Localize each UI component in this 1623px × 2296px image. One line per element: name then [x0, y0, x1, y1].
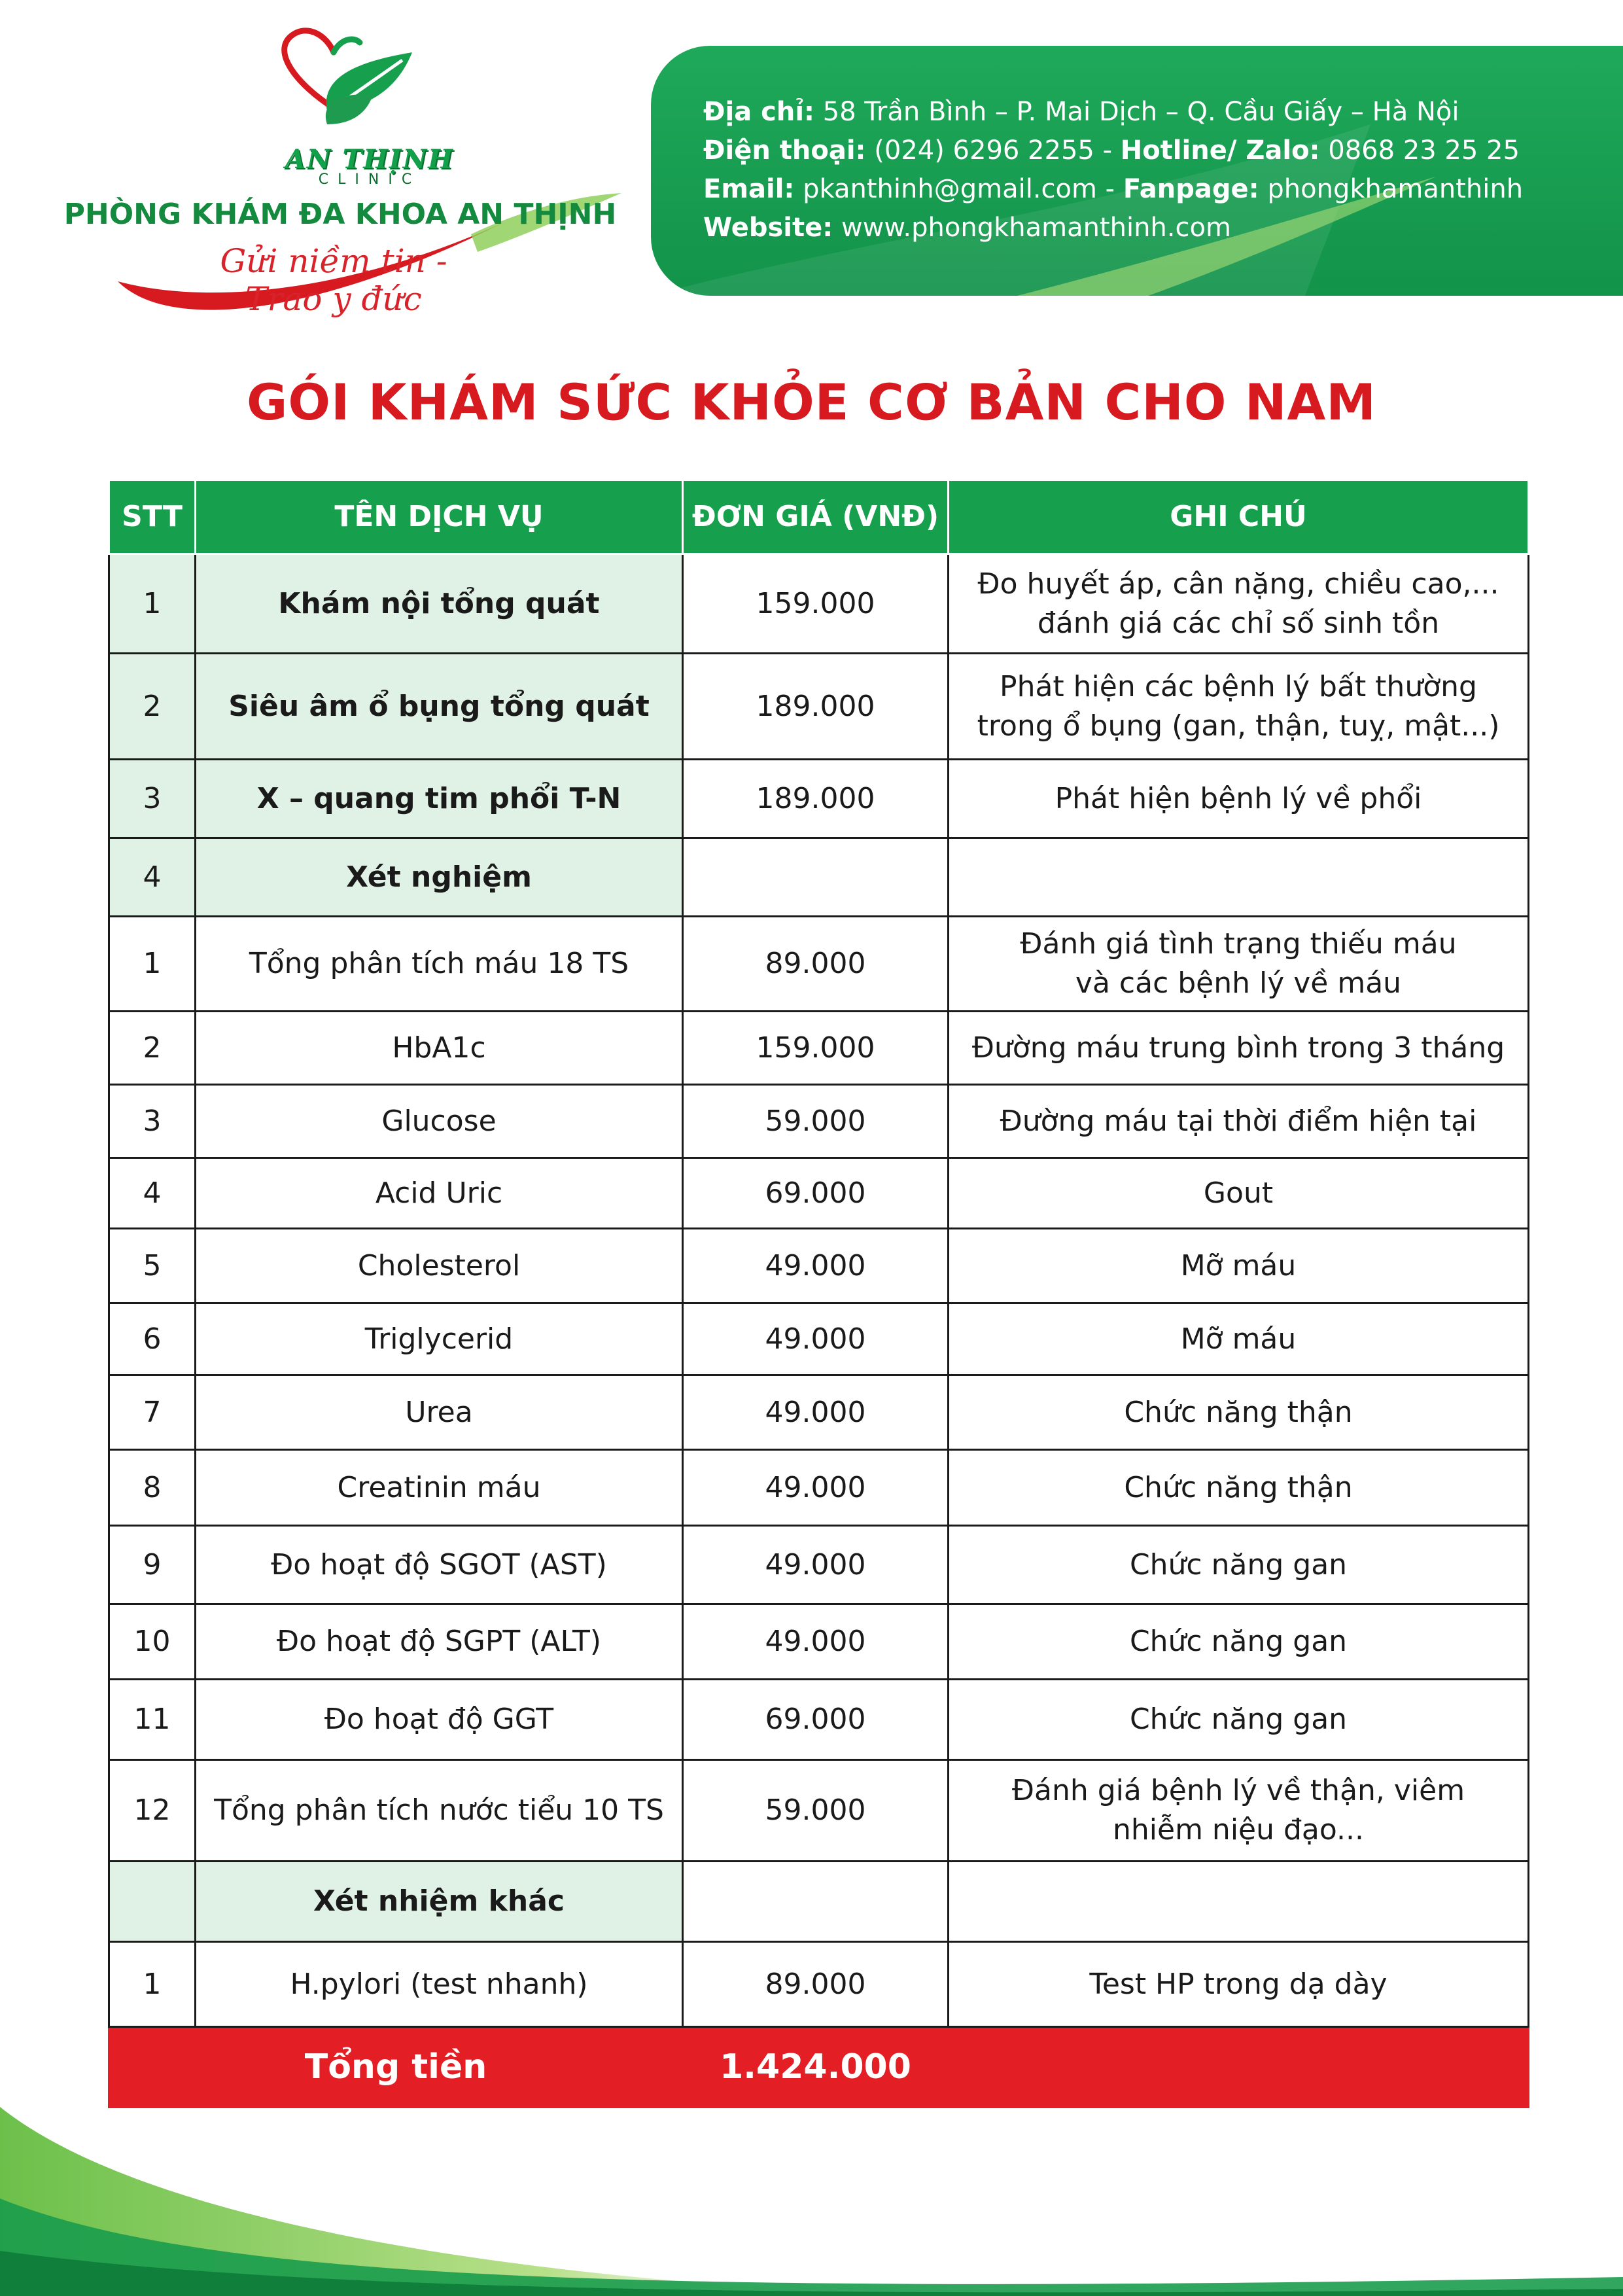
row-service-name: X – quang tim phổi T-N [196, 760, 683, 838]
row-price: 69.000 [683, 1158, 949, 1229]
address-value: 58 Trần Bình – P. Mai Dịch – Q. Cầu Giấy – Hà Nội [822, 97, 1459, 127]
hotline-label: Hotline/ Zalo: [1120, 135, 1320, 166]
hotline-value: 0868 23 25 25 [1328, 135, 1520, 166]
table-row [109, 1012, 1529, 1085]
note-line: Phát hiện các bệnh lý bất thường [1000, 669, 1477, 703]
row-stt: 11 [109, 1680, 196, 1760]
row-group-name: Xét nghiệm [196, 838, 683, 917]
clinic-slogan: Gửi niềm tin - Trao y đức [220, 242, 447, 318]
row-price: 49.000 [683, 1450, 949, 1526]
row-note: Phát hiện bệnh lý về phổi [949, 760, 1529, 838]
table-row [109, 1229, 1529, 1303]
row-note [949, 1862, 1529, 1942]
fanpage-value: phongkhamanthinh [1267, 174, 1524, 204]
contact-email [703, 170, 1523, 209]
row-stt: 12 [109, 1760, 196, 1862]
table-header-row [109, 480, 1529, 554]
table-row [109, 917, 1529, 1012]
row-note: Test HP trong dạ dày [949, 1942, 1529, 2027]
header-service-name: TÊN DỊCH VỤ [196, 480, 683, 554]
contact-panel [651, 46, 1623, 296]
row-note: Chức năng gan [949, 1680, 1529, 1760]
brand-subtitle: CLINIC [318, 171, 421, 188]
row-note: Chức năng gan [949, 1526, 1529, 1604]
row-note [949, 1760, 1529, 1862]
row-stt: 10 [109, 1604, 196, 1680]
row-price: 59.000 [683, 1760, 949, 1862]
row-note: Mỡ máu [949, 1303, 1529, 1375]
table-row [109, 554, 1529, 654]
table-row [109, 1526, 1529, 1604]
row-note: Gout [949, 1158, 1529, 1229]
email-label: Email: [703, 174, 795, 204]
row-service-name: Đo hoạt độ SGPT (ALT) [196, 1604, 683, 1680]
contact-website [703, 209, 1523, 247]
row-service-name: Urea [196, 1375, 683, 1450]
header-price: ĐƠN GIÁ (VNĐ) [683, 480, 949, 554]
row-service-name: HbA1c [196, 1012, 683, 1085]
row-stt: 8 [109, 1450, 196, 1526]
row-stt: 3 [109, 760, 196, 838]
contact-phone [703, 132, 1523, 170]
table-row [109, 1760, 1529, 1862]
row-price: 49.000 [683, 1375, 949, 1450]
row-service-name: Siêu âm ổ bụng tổng quát [196, 654, 683, 760]
row-price: 49.000 [683, 1604, 949, 1680]
row-service-name: Tổng phân tích nước tiểu 10 TS [196, 1760, 683, 1862]
row-stt: 1 [109, 917, 196, 1012]
row-service-name: Đo hoạt độ GGT [196, 1680, 683, 1760]
phone-label: Điện thoại: [703, 135, 866, 166]
row-service-name: Khám nội tổng quát [196, 554, 683, 654]
row-note: Chức năng thận [949, 1375, 1529, 1450]
clinic-name: PHÒNG KHÁM ĐA KHOA AN THỊNH [63, 198, 617, 231]
row-service-name: Triglycerid [196, 1303, 683, 1375]
row-note: Chức năng thận [949, 1450, 1529, 1526]
row-stt: 1 [109, 554, 196, 654]
row-stt: 5 [109, 1229, 196, 1303]
row-price: 159.000 [683, 554, 949, 654]
email-value: pkanthinh@gmail.com - [803, 174, 1123, 204]
row-note: Mỡ máu [949, 1229, 1529, 1303]
row-stt: 4 [109, 1158, 196, 1229]
table-row [109, 1158, 1529, 1229]
table-row-group [109, 1862, 1529, 1942]
header-note: GHI CHÚ [949, 480, 1529, 554]
row-note: Chức năng gan [949, 1604, 1529, 1680]
row-price: 69.000 [683, 1680, 949, 1760]
row-stt: 4 [109, 838, 196, 917]
note-line: Đánh giá tình trạng thiếu máu [1020, 927, 1457, 961]
row-note: Đường máu tại thời điểm hiện tại [949, 1085, 1529, 1158]
row-stt: 3 [109, 1085, 196, 1158]
document-title: GÓI KHÁM SỨC KHỎE CƠ BẢN CHO NAM [246, 373, 1376, 431]
row-price: 49.000 [683, 1229, 949, 1303]
table-row [109, 760, 1529, 838]
row-service-name: Acid Uric [196, 1158, 683, 1229]
note-line: trong ổ bụng (gan, thận, tuỵ, mật...) [977, 709, 1500, 743]
row-stt [109, 1862, 196, 1942]
row-note [949, 917, 1529, 1012]
phone-value: (024) 6296 2255 - [874, 135, 1121, 166]
row-stt: 6 [109, 1303, 196, 1375]
row-service-name: Tổng phân tích máu 18 TS [196, 917, 683, 1012]
table-row-group [109, 838, 1529, 917]
table-row [109, 1085, 1529, 1158]
clinic-logo [46, 26, 621, 327]
note-line: nhiễm niệu đạo... [1113, 1813, 1364, 1846]
row-price: 89.000 [683, 917, 949, 1012]
total-value: 1.424.000 [683, 2027, 949, 2108]
contact-address [703, 93, 1523, 132]
table-row [109, 1942, 1529, 2027]
table-row [109, 654, 1529, 760]
row-service-name: Cholesterol [196, 1229, 683, 1303]
row-group-name: Xét nhiệm khác [196, 1862, 683, 1942]
website-label: Website: [703, 213, 833, 243]
row-price [683, 1862, 949, 1942]
note-line: và các bệnh lý về máu [1075, 966, 1402, 1000]
row-price: 189.000 [683, 760, 949, 838]
table-row [109, 1375, 1529, 1450]
row-service-name: Đo hoạt độ SGOT (AST) [196, 1526, 683, 1604]
row-price: 49.000 [683, 1526, 949, 1604]
table-row [109, 1680, 1529, 1760]
row-note [949, 838, 1529, 917]
brand-wordmark: AN THỊNH [285, 144, 455, 175]
price-table [108, 479, 1529, 2108]
address-label: Địa chỉ: [703, 97, 815, 127]
fanpage-label: Fanpage: [1123, 174, 1259, 204]
row-price: 59.000 [683, 1085, 949, 1158]
total-label: Tổng tiền [109, 2027, 683, 2108]
row-price: 159.000 [683, 1012, 949, 1085]
header-stt: STT [109, 480, 196, 554]
row-stt: 7 [109, 1375, 196, 1450]
table-row [109, 1450, 1529, 1526]
row-stt: 2 [109, 1012, 196, 1085]
table-row [109, 1604, 1529, 1680]
row-service-name: Glucose [196, 1085, 683, 1158]
website-value: www.phongkhamanthinh.com [841, 213, 1231, 243]
row-price: 89.000 [683, 1942, 949, 2027]
row-price: 49.000 [683, 1303, 949, 1375]
row-stt: 1 [109, 1942, 196, 2027]
row-note [949, 554, 1529, 654]
row-price [683, 838, 949, 917]
row-price: 189.000 [683, 654, 949, 760]
note-line: Đo huyết áp, cân nặng, chiều cao,... [977, 567, 1499, 601]
note-line: đánh giá các chỉ số sinh tồn [1037, 606, 1440, 640]
footer-wave-decoration [0, 2081, 1623, 2296]
row-stt: 9 [109, 1526, 196, 1604]
table-row [109, 1303, 1529, 1375]
row-note: Đường máu trung bình trong 3 tháng [949, 1012, 1529, 1085]
row-service-name: Creatinin máu [196, 1450, 683, 1526]
row-stt: 2 [109, 654, 196, 760]
row-service-name: H.pylori (test nhanh) [196, 1942, 683, 2027]
row-note [949, 654, 1529, 760]
note-line: Đánh giá bệnh lý về thận, viêm [1011, 1774, 1465, 1807]
